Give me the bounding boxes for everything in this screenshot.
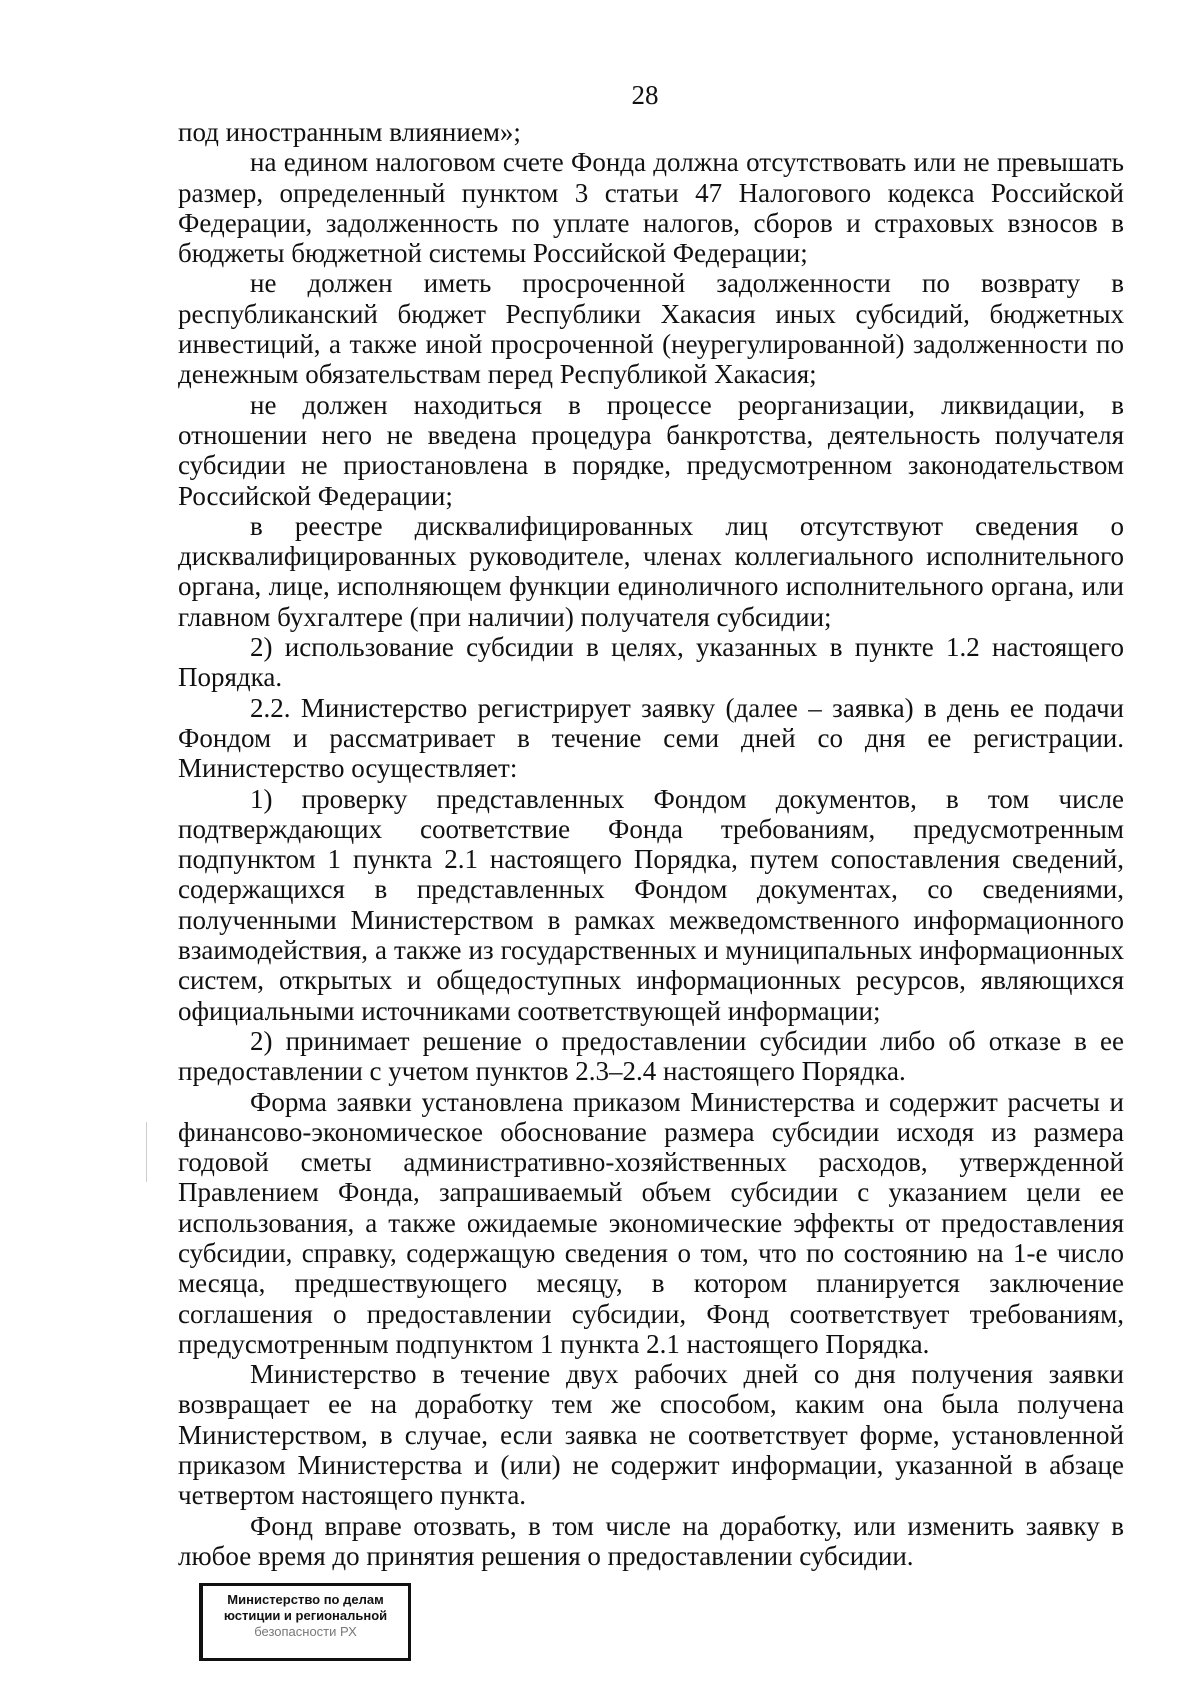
paragraph-2: на едином налоговом счете Фонда должна отсутствовать или не превышать размер, определенный пунктом 3 статьи 47 Налогового кодекса Российской Федерации, задолженность по уплате налогов, сборов и страховых взносов в бюджеты бюджетной системы Российской Федерации; bbox=[178, 147, 1124, 269]
paragraph-1: под иностранным влиянием»; bbox=[178, 117, 521, 147]
paragraph-3: не должен иметь просроченной задолженности по возврату в республиканский бюджет Республики Хакасия иных субсидий, бюджетных инвестиций, а также иной просроченной (неурегулированной) задолженности по денежным обязательствам перед Республикой Хакасия; bbox=[178, 268, 1124, 390]
stamp-line-1: Министерство по делам bbox=[227, 1592, 384, 1607]
paragraph-7: 2.2. Министерство регистрирует заявку (далее – заявка) в день ее подачи Фондом и рассматривает в течение семи дней со дня ее регистрации. Министерство осуществляет: bbox=[178, 692, 1124, 784]
paragraph-12: Фонд вправе отозвать, в том числе на доработку, или изменить заявку в любое время до принятия решения о предоставлении субсидии. bbox=[178, 1510, 1124, 1571]
paragraph-6: 2) использование субсидии в целях, указанных в пункте 1.2 настоящего Порядка. bbox=[178, 632, 1124, 693]
paragraph-9: 2) принимает решение о предоставлении субсидии либо об отказе в ее предоставлении с учетом пунктов 2.3–2.4 настоящего Порядка. bbox=[178, 1025, 1124, 1087]
page-number: 28 bbox=[631, 80, 659, 110]
paragraph-11: Министерство в течение двух рабочих дней со дня получения заявки возвращает ее на доработку тем же способом, каким она была получена Министерством, в случае, если заявка не соответствует форме, установленной приказом Министерства и (или) не содержит информации, указанной в абзаце четвертом настоящего пункта. bbox=[178, 1359, 1124, 1511]
ministry-stamp bbox=[199, 1583, 411, 1661]
stamp-line-3: безопасности РХ bbox=[254, 1624, 357, 1639]
paragraph-10: Форма заявки установлена приказом Министерства и содержит расчеты и финансово-экономическое обоснование размера субсидии исходя из размера годовой сметы административно-хозяйственных расходов, утвержденной Правлением Фонда, запрашиваемый объем субсидии с указанием цели ее использования, а также ожидаемые экономические эффекты от предоставления субсидии, справку, содержащую сведения о том, что по состоянию на 1-е число месяца, предшествующего месяцу, в котором планируется заключение соглашения о предоставлении субсидии, Фонд соответствует требованиям, предусмотренным подпунктом 1 пункта 2.1 настоящего Порядка. bbox=[178, 1086, 1124, 1359]
document-body bbox=[178, 117, 1124, 1571]
paragraph-8: 1) проверку представленных Фондом документов, в том числе подтверждающих соответствие Фонда требованиям, предусмотренным подпунктом 1 пункта 2.1 настоящего Порядка, путем сопоставления сведений, содержащихся в представленных Фондом документах, со сведениями, полученными Министерством в рамках межведомственного информационного взаимодействия, а также из государственных и муниципальных информационных систем, открытых и общедоступных информационных ресурсов, являющихся официальными источниками соответствующей информации; bbox=[178, 783, 1124, 1026]
scan-margin-mark bbox=[146, 1122, 147, 1182]
paragraph-5: в реестре дисквалифицированных лиц отсутствуют сведения о дисквалифицированных руководителе, членах коллегиального исполнительного органа, лице, исполняющем функции единоличного исполнительного органа, или главном бухгалтере (при наличии) получателя субсидии; bbox=[178, 510, 1124, 632]
paragraph-4: не должен находиться в процессе реорганизации, ликвидации, в отношении него не введена процедура банкротства, деятельность получателя субсидии не приостановлена в порядке, предусмотренном законодательством Российской Федерации; bbox=[178, 389, 1124, 511]
stamp-line-2: юстиции и региональной bbox=[223, 1608, 388, 1623]
